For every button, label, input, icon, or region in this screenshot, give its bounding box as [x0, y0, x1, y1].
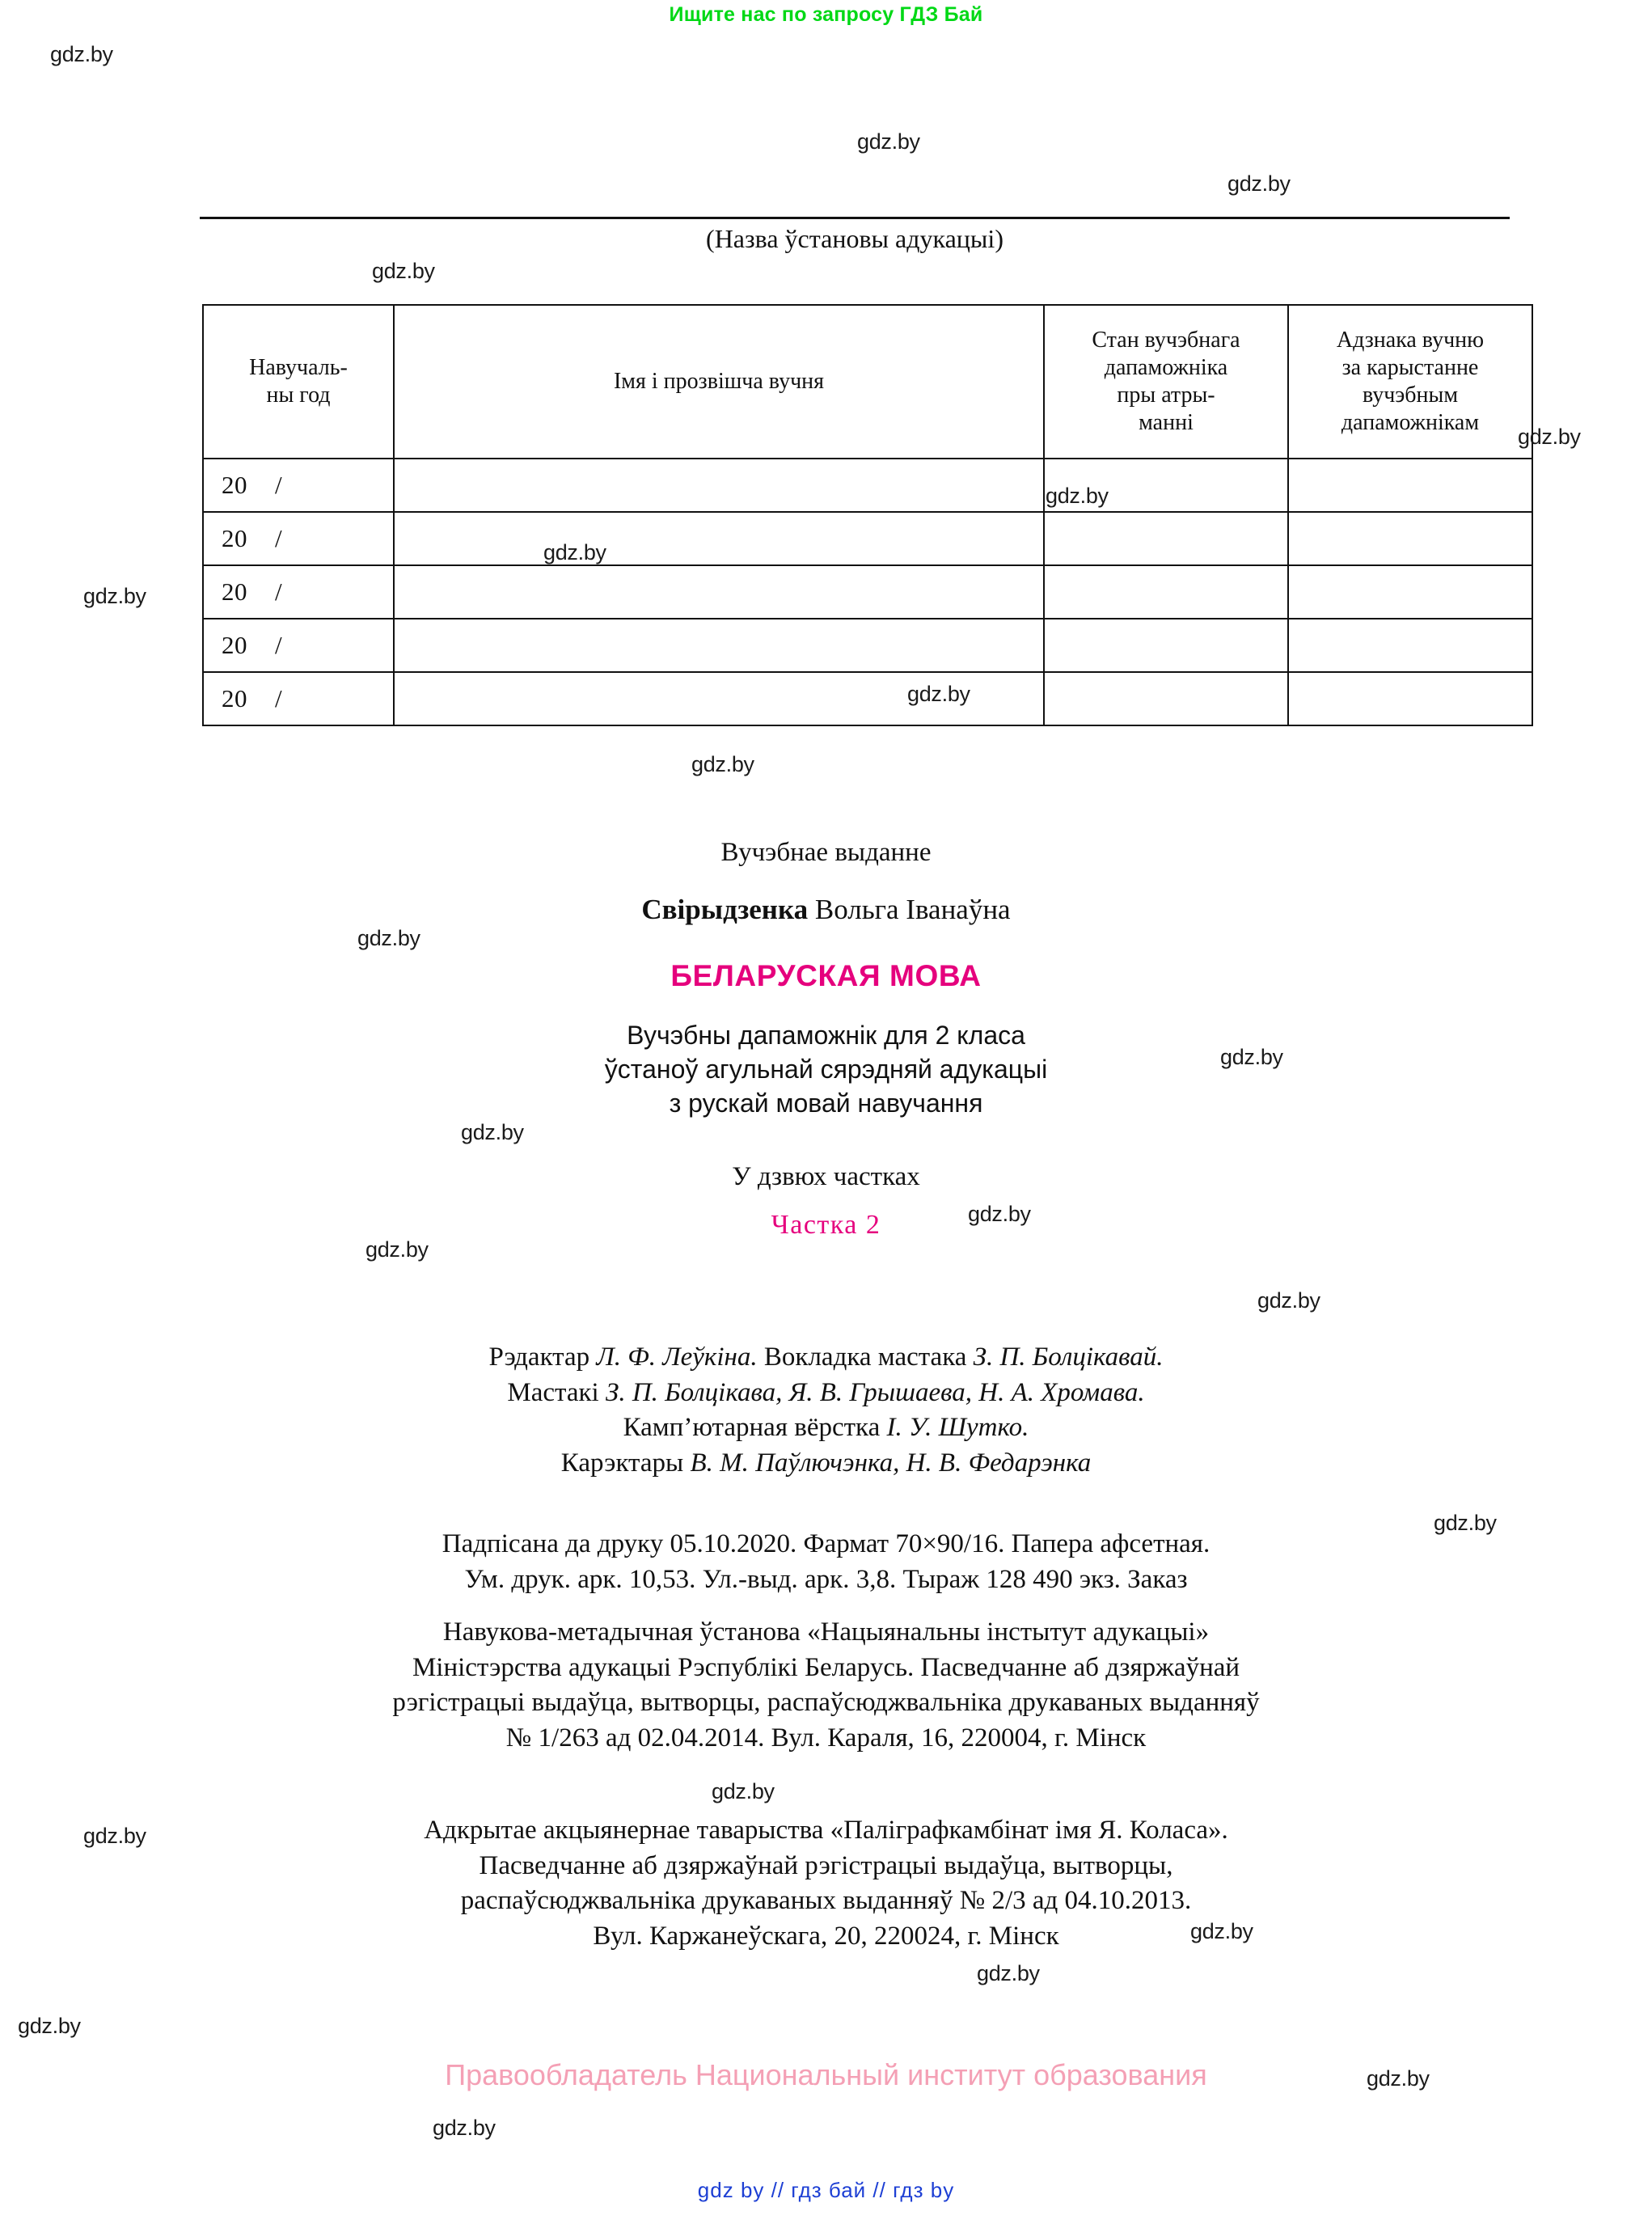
ownership-table: [202, 304, 1533, 726]
year-slash: /: [275, 524, 283, 552]
watermark: gdz.by: [977, 1961, 1040, 1985]
year-slash: /: [275, 577, 283, 606]
printer-block: [0, 1813, 1652, 1954]
edition-type: Вучэбнае выданне: [720, 838, 932, 867]
cell-pupil-name[interactable]: [394, 565, 1044, 619]
cell-year[interactable]: [203, 512, 394, 565]
edition-description: [0, 1019, 1652, 1121]
print-info-line2: Ум. друк. арк. 10,53. Ул.-выд. арк. 3,8. Тыраж 128 490 экз. Заказ: [464, 1564, 1188, 1594]
column-header-book-state-line4: манні: [1139, 410, 1194, 436]
credits-proofreaders-label: Карэктары: [560, 1448, 691, 1478]
cell-pupil-mark[interactable]: [1288, 565, 1532, 619]
promo-banner: Ищите нас по запросу ГДЗ Бай: [669, 3, 983, 26]
watermark: gdz.by: [857, 129, 920, 154]
watermark: gdz.by: [543, 540, 606, 564]
column-header-pupil-name: [394, 305, 1044, 459]
year-prefix: 20: [222, 524, 247, 552]
printer-line4: Вул. Каржанеўскага, 20, 220024, г. Мінск: [593, 1921, 1059, 1951]
credits-cover-name: З. П. Болцікавай.: [973, 1342, 1164, 1372]
credits-line-artists: [0, 1376, 1652, 1411]
watermark: gdz.by: [50, 42, 113, 66]
subject-title: БЕЛАРУСКАЯ МОВА: [670, 959, 982, 992]
printer-line1: Адкрытае акцыянернае таварыства «Паліграфкамбінат імя Я. Коласа».: [424, 1816, 1228, 1845]
watermark: gdz.by: [1518, 425, 1581, 449]
author-surname: Свірыдзенка: [641, 894, 809, 925]
print-info-block: [0, 1527, 1652, 1597]
watermark: gdz.by: [1046, 484, 1109, 508]
table-row: [203, 672, 1532, 725]
column-header-pupil-mark: [1288, 305, 1532, 459]
watermark: gdz.by: [1434, 1511, 1497, 1535]
watermark: gdz.by: [968, 1202, 1031, 1226]
year-slash: /: [275, 631, 283, 659]
column-header-year-line2: ны год: [266, 383, 331, 408]
cell-pupil-mark[interactable]: [1288, 512, 1532, 565]
watermark: gdz.by: [1257, 1288, 1320, 1313]
parts-note: У дзвюх частках: [732, 1162, 920, 1191]
column-header-pupil-mark-line2: за карыстанне: [1341, 354, 1479, 380]
cell-pupil-name[interactable]: [394, 619, 1044, 672]
credits-editor-name: Л. Ф. Леўкіна.: [596, 1342, 758, 1372]
column-header-book-state-line1: Стан вучэбнага: [1092, 327, 1240, 353]
institution-caption: (Назва ўстановы адукацыі): [706, 224, 1003, 253]
column-header-year: [203, 305, 394, 459]
printer-line2: Пасведчанне аб дзяржаўнай рэгістрацыі выдаўца, вытворцы,: [479, 1850, 1173, 1880]
watermark: gdz.by: [907, 682, 970, 706]
site-footer: gdz by // гдз бай // гдз by: [697, 2178, 955, 2202]
column-header-book-state-line2: дапаможніка: [1104, 354, 1228, 380]
credits-line-layout: [0, 1410, 1652, 1446]
credits-line-proofreaders: [0, 1446, 1652, 1482]
credits-line-editor: [0, 1340, 1652, 1376]
watermark: gdz.by: [1220, 1045, 1283, 1069]
credits-artists-label: Мастакі: [507, 1377, 606, 1407]
watermark: gdz.by: [357, 926, 420, 950]
year-slash: /: [275, 684, 283, 712]
credits-layout-label: Камп’ютарная вёрстка: [623, 1413, 887, 1443]
cell-year[interactable]: [203, 672, 394, 725]
watermark: gdz.by: [365, 1237, 429, 1262]
cell-book-state[interactable]: [1044, 672, 1288, 725]
cell-year[interactable]: [203, 565, 394, 619]
table-header-row: [203, 305, 1532, 459]
cell-book-state[interactable]: [1044, 512, 1288, 565]
watermark: gdz.by: [1190, 1919, 1253, 1943]
credits-proofreaders-names: В. М. Паўлючэнка, Н. В. Федарэнка: [690, 1448, 1092, 1478]
cell-book-state[interactable]: [1044, 619, 1288, 672]
publisher-line3: рэгістрацыі выдаўца, вытворцы, распаўсюджвальніка друкаваных выданняў: [392, 1688, 1260, 1718]
column-header-pupil-name-line1: Імя і прозвішча вучня: [613, 368, 825, 394]
cell-pupil-name[interactable]: [394, 512, 1044, 565]
credits-layout-name: І. У. Шутко.: [886, 1413, 1029, 1443]
edition-description-line1: Вучэбны дапаможнік для 2 класа: [627, 1021, 1025, 1050]
year-prefix: 20: [222, 684, 247, 712]
watermark: gdz.by: [1367, 2066, 1430, 2091]
publisher-line4: № 1/263 ад 02.04.2014. Вул. Караля, 16, 220004, г. Мінск: [505, 1723, 1147, 1753]
year-prefix: 20: [222, 471, 247, 499]
credits-cover-label: Вокладка мастака: [757, 1342, 974, 1372]
column-header-pupil-mark-line4: дапаможнікам: [1341, 410, 1480, 436]
column-header-book-state: [1044, 305, 1288, 459]
watermark: gdz.by: [433, 2116, 496, 2140]
cell-pupil-mark[interactable]: [1288, 672, 1532, 725]
table-row: [203, 512, 1532, 565]
part-number: Частка 2: [771, 1210, 881, 1240]
credits-block: [0, 1340, 1652, 1481]
year-prefix: 20: [222, 631, 247, 659]
watermark: gdz.by: [83, 584, 146, 608]
cell-pupil-mark[interactable]: [1288, 459, 1532, 512]
publisher-line1: Навукова-метадычная ўстанова «Нацыянальны інстытут адукацыі»: [442, 1617, 1210, 1647]
watermark: gdz.by: [712, 1779, 775, 1803]
publisher-block: [0, 1615, 1652, 1756]
watermark: gdz.by: [1227, 171, 1291, 196]
table-row: [203, 619, 1532, 672]
rights-notice: Правообладатель Национальный институт образования: [445, 2058, 1207, 2091]
watermark: gdz.by: [372, 259, 435, 283]
column-header-pupil-mark-line3: вучэбным: [1362, 383, 1459, 408]
watermark: gdz.by: [461, 1120, 524, 1144]
column-header-year-line1: Навучаль-: [249, 354, 348, 380]
year-slash: /: [275, 471, 283, 499]
column-header-book-state-line3: пры атры-: [1117, 383, 1215, 408]
year-prefix: 20: [222, 577, 247, 606]
cell-year[interactable]: [203, 459, 394, 512]
cell-year[interactable]: [203, 619, 394, 672]
edition-description-line2: ўстаноў агульнай сярэдняй адукацыі: [604, 1054, 1048, 1084]
publisher-line2: Міністэрства адукацыі Рэспублікі Беларусь. Пасведчанне аб дзяржаўнай: [412, 1652, 1240, 1682]
table-row: [203, 565, 1532, 619]
printer-line3: распаўсюджвальніка друкаваных выданняў № 2/3 ад 04.10.2013.: [460, 1886, 1192, 1916]
table-row: [203, 459, 1532, 512]
cell-pupil-name[interactable]: [394, 459, 1044, 512]
credits-artists-names: З. П. Болцікава, Я. В. Грышаева, Н. А. Хромава.: [605, 1377, 1145, 1407]
author-given-name: Вольга Іванаўна: [808, 894, 1011, 925]
edition-description-line3: з рускай мовай навучання: [669, 1088, 983, 1118]
column-header-pupil-mark-line1: Адзнака вучню: [1336, 327, 1485, 353]
cell-book-state[interactable]: [1044, 565, 1288, 619]
watermark: gdz.by: [691, 752, 754, 776]
cell-pupil-mark[interactable]: [1288, 619, 1532, 672]
watermark: gdz.by: [18, 2014, 81, 2038]
author-name: [0, 894, 1652, 926]
credits-editor-label: Рэдактар: [488, 1342, 597, 1372]
print-info-line1: Падпісана да друку 05.10.2020. Фармат 70×90/16. Папера афсетная.: [442, 1529, 1210, 1558]
institution-rule: [200, 217, 1510, 219]
watermark: gdz.by: [83, 1824, 146, 1848]
